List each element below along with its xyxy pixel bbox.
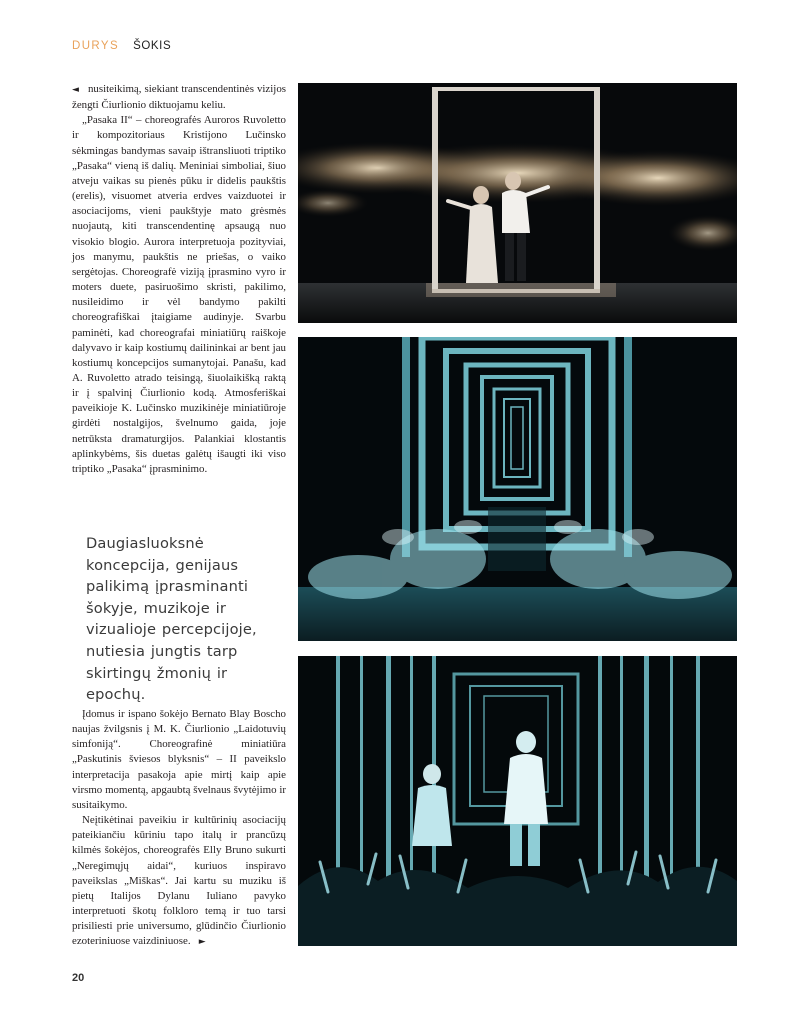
section-title: ŠOKIS [133, 40, 172, 52]
forest-stage-image [298, 656, 737, 946]
dance-photo-corridor [298, 337, 737, 641]
paragraph-text: Neįtikėtinai paveikiu ir kultūrinių asociacijų pateikiančiu kūriniu tapo italų ir prancūzų kilmės šokėjos, choreografės Elly Bruno sukurti „Neregimųjų aidai“, kuriuos inspiravo paveikslas „Miškas“. Jai kartu su muziku iš pietų Italijos Dylanu Iuliano pavyko interpretuoti škotų folkloro temą ir tuo tarsi prisiliesti prie universumo, glūdinčio Čiurlionio ezoteriniuose vaizdiniuose. [72, 814, 286, 948]
dance-photo-forest [298, 656, 737, 946]
article-paragraph: „Pasaka II“ – choreografės Auroros Ruvoletto ir kompozitoriaus Kristijono Lučinsko sėkmingas bandymas savaip ištransliuoti triptiko „Pasaka“ vieną iš dalių. Meniniai simboliai, šiuo atveju vaikas su pienės pūku ir didelis paukštis (erelis), visuomet atveria erdves vaizduotei ir asociacijoms, vieni paukštyje mato grėsmės nuojautą, kiti transcendentinę apsaugą nuo visokio blogio. Aurora interpretuoja pozityviai, jos manymu, paukštis ne priešas, o vaiko sergėtojas. Choreografė viziją įprasmino vyro ir moters duete, pasiruošimo skristi, pakilimo, nusileidimo ir vėl bandymo pakilti choreografiškai įtaigiame audinyje. Svarbu paminėti, kad choreografai miniatiūrų raiškoje dalyvavo ir kaip kostiumų dailininkai ar bent jau kostiumų koncepcijos sumanytojai. Panašu, kad A. Ruvoletto atrado teisingą, šiuolaikišką raktą ir į spalvinį Čiurlionio kodą. Atmosferiškai paveikioje K. Lučinsko muzikinėje miniatiūroje girdėti nostalgijos, švelnumo gaida, joje netrūksta dramaturgijos. Palankiai klostantis aplinkybėms, šis duetas galėtų išaugti iki viso triptiko „Pasaka“ įprasminimo. [72, 114, 286, 475]
duet-stage-image [298, 83, 737, 323]
continues-arrow-icon: ► [198, 937, 206, 948]
dance-photo-duet [298, 83, 737, 323]
pull-quote: Daugiasluoksnė koncepcija, genijaus palikimą įprasminanti šokyje, muzikoje ir vizualioje percepcijoje, nutiesia jungtis tarp skirtingų žmonių ir epochų. [86, 535, 257, 704]
article-column-bottom [72, 707, 286, 951]
continued-arrow-icon: ◄ [72, 85, 79, 95]
article-paragraph: Įdomus ir ispano šokėjo Bernato Blay Boscho naujas žvilgsnis į M. K. Čiurlionio „Laidotuvių simfoniją“. Choreografinė miniatiūra „Paskutinis šviesos blyksnis“ – II paveikslo interpretacija pasakoja apie mirtį kaip apie virsmo momentą, apgaubtą švelnaus švytėjimo ir susitaikymo. [72, 708, 286, 811]
article-paragraph [72, 813, 286, 950]
article-paragraph [72, 82, 286, 113]
page-number: 20 [72, 972, 85, 984]
page-header [72, 38, 171, 54]
paragraph-text: nusiteikimą, siekiant transcendentinės vizijos žengti Čiurlionio diktuojamu keliu. [72, 83, 287, 112]
corridor-stage-image [298, 337, 737, 641]
article-column-top [72, 82, 286, 477]
magazine-brand: DURYS [72, 40, 120, 52]
